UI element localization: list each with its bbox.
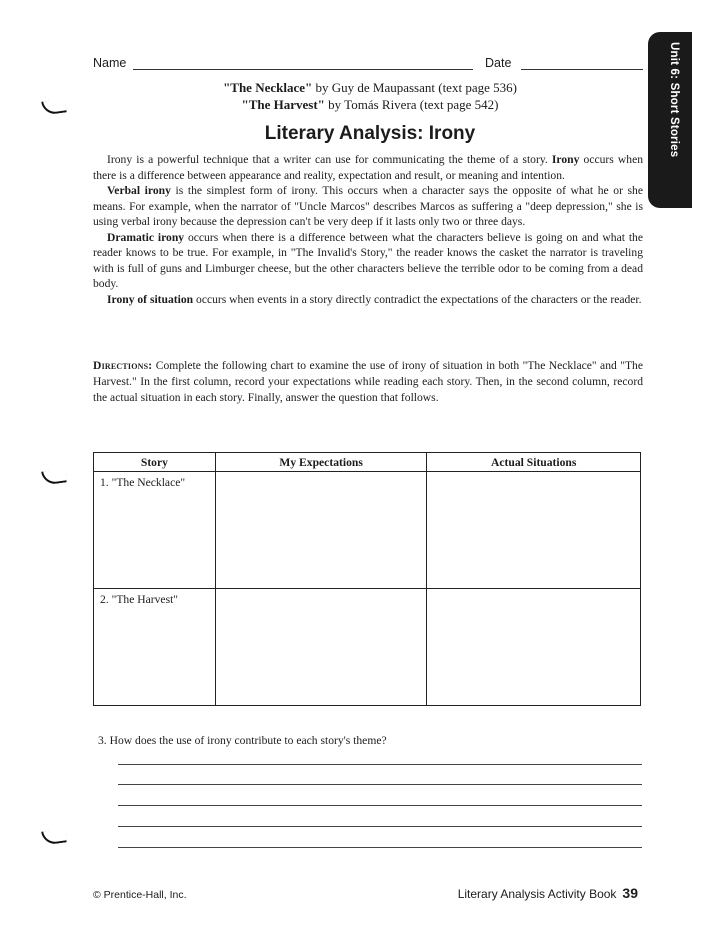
question-3: 3. How does the use of irony contribute to each story's theme? bbox=[98, 734, 387, 747]
expectations-cell[interactable] bbox=[215, 472, 427, 589]
date-label: Date bbox=[485, 56, 512, 70]
term: Irony of situation bbox=[107, 292, 194, 306]
term: Dramatic irony bbox=[107, 230, 185, 244]
directions-label: Directions: bbox=[93, 359, 153, 372]
directions-text: Complete the following chart to examine the use of irony of situation in both "The Necklace" and "The Harvest." In the first column, record your expectations while reading each story. Then, in the second column, record the actual situation in each story. Finally, answer the question that follows. bbox=[93, 359, 643, 404]
answer-line[interactable] bbox=[118, 847, 642, 848]
table-row bbox=[94, 472, 641, 589]
paragraph: Dramatic irony occurs when there is a difference between what the characters believe is going on and what the reader knows to be true. For example, in "The Invalid's Story," the reader knows the casket the narrator is traveling with is full of guns and Limburger cheese, but the other characters believe the terrible odor to be coming from a dead body. bbox=[93, 230, 643, 290]
directions bbox=[93, 358, 643, 406]
paragraph: Irony is a powerful technique that a writer can use for communicating the theme of a story. Irony occurs when there is a difference between appearance and reality, expectation and result, or meaning and intention. bbox=[93, 153, 644, 182]
story-cell: 1. "The Necklace" bbox=[94, 472, 216, 589]
source-line-2 bbox=[60, 97, 680, 113]
page-title: Literary Analysis: Irony bbox=[264, 123, 476, 144]
source-line-1 bbox=[60, 80, 680, 96]
intro-text bbox=[93, 152, 643, 307]
date-field[interactable] bbox=[521, 69, 643, 70]
expectations-cell[interactable] bbox=[215, 589, 427, 706]
source-detail: by Guy de Maupassant (text page 536) bbox=[312, 80, 517, 95]
actual-cell[interactable] bbox=[427, 472, 641, 589]
answer-line[interactable] bbox=[118, 805, 642, 806]
name-date-row bbox=[93, 56, 643, 72]
column-header-actual: Actual Situations bbox=[427, 453, 641, 472]
answer-line[interactable] bbox=[118, 826, 642, 827]
table-row bbox=[94, 589, 641, 706]
name-label: Name bbox=[93, 56, 127, 70]
unit-tab-label: Unit 6: Short Stories bbox=[668, 42, 680, 158]
page-number: 39 bbox=[622, 885, 638, 901]
source-title: "The Necklace" bbox=[223, 80, 313, 95]
answer-line[interactable] bbox=[118, 764, 642, 765]
book-title: Literary Analysis Activity Book bbox=[457, 887, 617, 901]
unit-tab bbox=[648, 32, 692, 208]
source-title: "The Harvest" bbox=[241, 97, 325, 112]
name-field[interactable] bbox=[133, 69, 473, 70]
answer-line[interactable] bbox=[118, 784, 642, 785]
term: Irony bbox=[551, 153, 580, 166]
paragraph: Verbal irony is the simplest form of irony. This occurs when a character says the opposite of what he or she means. For example, when the narrator of "Uncle Marcos" describes Marcos as suffering a "deep depression," she is using verbal irony because the depression can't be very deep if it lasts only two or three days. bbox=[93, 184, 643, 228]
column-header-expectations: My Expectations bbox=[215, 453, 427, 472]
term: Verbal irony bbox=[107, 184, 171, 197]
paragraph: Irony of situation occurs when events in a story directly contradict the expectations of the characters or the reader. bbox=[107, 292, 642, 306]
irony-chart bbox=[93, 452, 641, 706]
actual-cell[interactable] bbox=[427, 589, 641, 706]
source-detail: by Tomás Rivera (text page 542) bbox=[324, 97, 499, 112]
binder-mark bbox=[41, 828, 67, 845]
binder-mark bbox=[41, 468, 67, 485]
column-header-story: Story bbox=[94, 453, 216, 472]
story-cell: 2. "The Harvest" bbox=[94, 589, 216, 706]
copyright: © Prentice-Hall, Inc. bbox=[93, 889, 187, 901]
footer-book bbox=[458, 885, 638, 901]
